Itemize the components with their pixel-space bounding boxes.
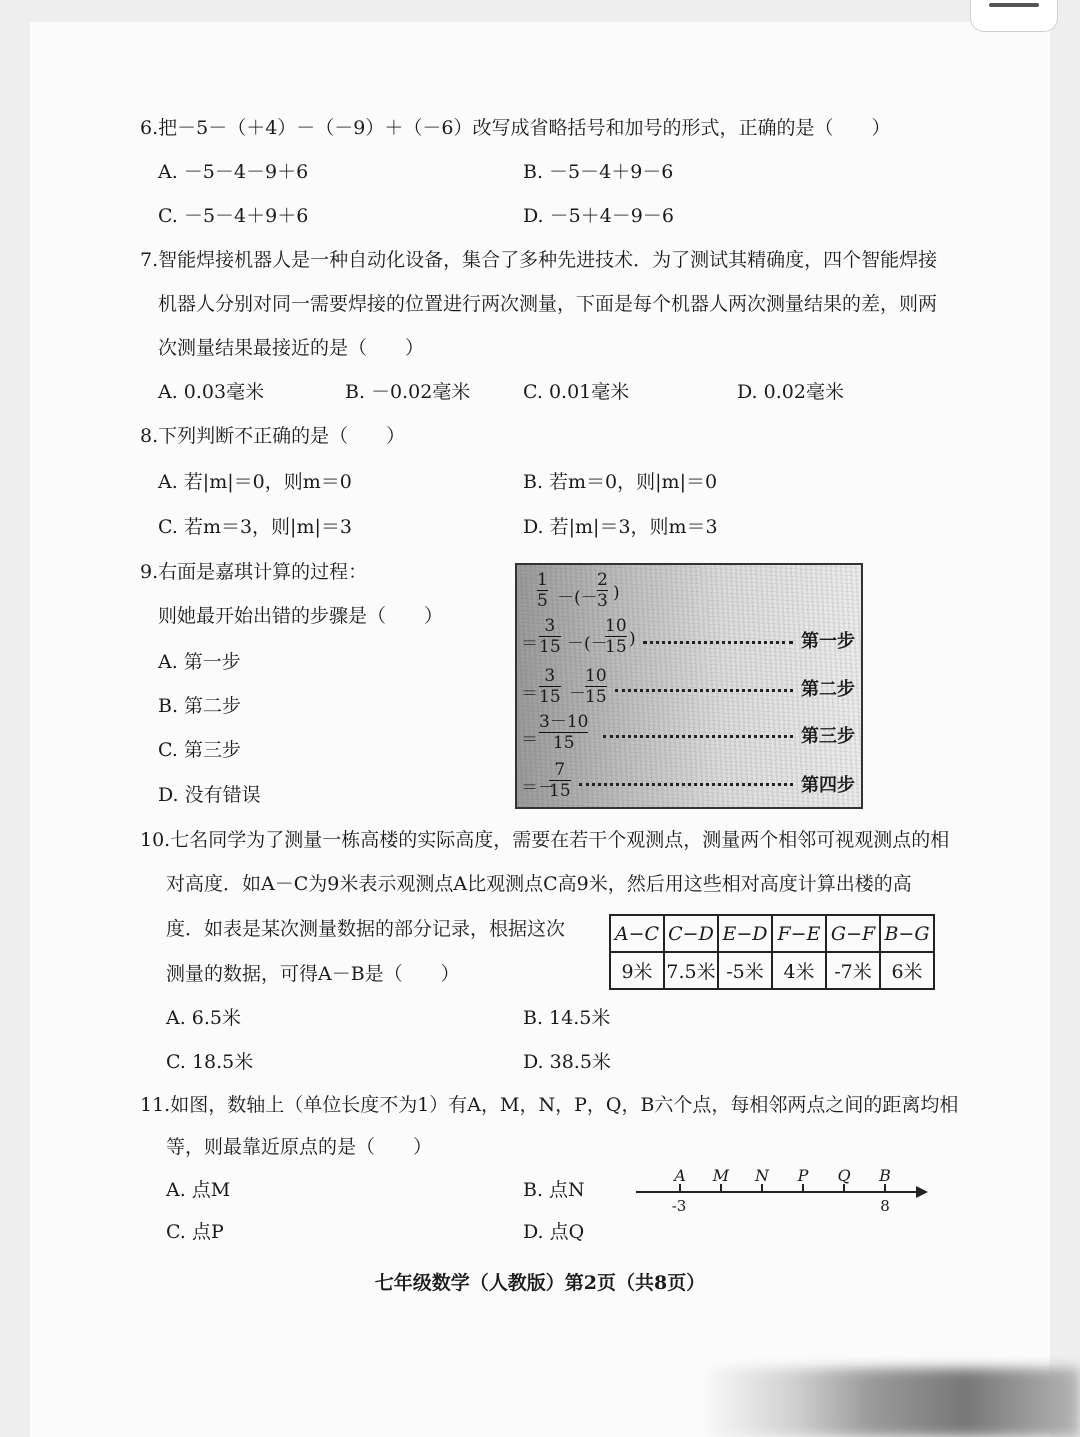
table-row [610,952,934,989]
calc-row0-op: －(－ [557,588,598,608]
q11-option-d: D. 点Q [523,1221,585,1243]
axis-value-left: -3 [671,1197,687,1215]
q11-option-c: C. 点P [166,1221,224,1243]
q11-line-2: 等，则最靠近原点的是（ ） [166,1136,433,1158]
calc-row1-eq: ＝ [521,634,538,654]
q9-option-b: B. 第二步 [158,695,242,717]
handle-bar-icon [989,3,1039,7]
table-header-cell: A−C [610,915,664,952]
axis-point-label: A [674,1166,686,1185]
calc-row1-op: －(－ [567,634,608,654]
number-line-arrow-icon [916,1186,928,1198]
q10-option-a: A. 6.5米 [166,1007,242,1029]
axis-tick [884,1184,886,1192]
axis-point-label: Q [837,1166,851,1185]
q9-option-a: A. 第一步 [158,651,241,673]
q9-option-c: C. 第三步 [158,739,241,761]
q6-option-c: C. －5－4＋9＋6 [158,205,309,227]
calc-denominator: 15 [539,637,561,657]
q10-option-c: C. 18.5米 [166,1051,254,1073]
calc-numerator: 10 [585,666,607,686]
q7-option-d: D. 0.02毫米 [737,381,844,403]
q11-option-a: A. 点M [166,1179,231,1201]
calc-row4-eq: ＝－ [521,778,555,798]
q6-option-a: A. －5－4－9＋6 [158,161,309,183]
q10-line-3: 度．如表是某次测量数据的部分记录，根据这次 [166,918,566,940]
calc-numerator: 2 [597,570,608,590]
calc-numerator: 3 [544,666,556,686]
table-header-cell: B−G [880,915,934,952]
calc-denominator: 15 [549,781,571,801]
q10-line-4: 测量的数据，可得A－B是（ ） [166,963,460,985]
q7-line-1: 7.智能焊接机器人是一种自动化设备，集合了多种先进技术．为了测试其精确度，四个智能焊接 [140,249,938,271]
axis-point-label: M [712,1166,730,1185]
calc-denominator: 15 [605,637,627,657]
calc-denominator: 15 [539,687,561,707]
table-cell: 6米 [880,952,934,989]
table-header-row [610,915,934,952]
drag-handle[interactable] [970,0,1058,32]
q7-option-a: A. 0.03毫米 [158,381,265,403]
calc-numerator: 7 [554,760,566,780]
calc-row1-frac1 [539,617,561,656]
calc-row0-frac1 [537,571,548,610]
calc-leader-dots [615,689,793,692]
table-cell: 7.5米 [664,952,718,989]
q7-line-2: 机器人分别对同一需要焊接的位置进行两次测量，下面是每个机器人两次测量结果的差，则两 [158,293,938,315]
axis-tick [761,1184,763,1192]
calc-row1-close: ) [629,629,636,649]
table-header-cell: F−E [772,915,826,952]
calc-row3-frac [539,713,588,752]
calc-denominator: 5 [537,591,548,611]
calc-denominator: 15 [552,733,575,753]
q8-option-c: C. 若m＝3，则|m|＝3 [158,516,352,538]
table-cell: -5米 [718,952,772,989]
calc-row2-frac1 [539,667,561,706]
calc-row3-eq: ＝ [521,730,538,750]
blurred-overlay [700,1368,1080,1437]
axis-point-label: P [797,1166,809,1185]
calc-denominator: 15 [585,687,607,707]
q7-line-3: 次测量结果最接近的是（ ） [158,337,425,359]
calc-row1-frac2 [605,617,627,656]
table-cell: 4米 [772,952,826,989]
q6-option-b: B. －5－4＋9－6 [523,161,674,183]
table-header-cell: E−D [718,915,772,952]
q6-option-d: D. －5＋4－9－6 [523,205,674,227]
q10-option-d: D. 38.5米 [523,1051,611,1073]
calc-numerator: 1 [537,570,548,590]
axis-value-right: 8 [880,1197,890,1215]
q9-line-2: 则她最开始出错的步骤是（ ） [158,605,444,627]
calc-leader-dots [579,783,793,786]
axis-tick [679,1184,681,1192]
calc-row4-frac [549,761,571,800]
q10-line-1: 10.七名同学为了测量一栋高楼的实际高度，需要在若干个观测点，测量两个相邻可视观测点的相 [140,829,950,851]
q10-line-2: 对高度．如A－C为9米表示观测点A比观测点C高9米，然后用这些相对高度计算出楼的高 [166,873,912,895]
calc-leader-dots [643,641,793,644]
step-label-4: 第四步 [801,775,855,796]
table-cell: 9米 [610,952,664,989]
calc-row2-eq: ＝ [521,684,538,704]
q8-option-d: D. 若|m|＝3，则m＝3 [523,516,718,538]
step-label-1: 第一步 [801,631,855,652]
q10-option-b: B. 14.5米 [523,1007,611,1029]
calc-row0-close: ) [613,583,620,603]
step-label-3: 第三步 [801,726,855,747]
calc-denominator: 3 [597,591,608,611]
calc-row2-op: － [569,684,586,704]
calc-numerator: 3 [544,616,556,636]
calc-row2-frac2 [585,667,607,706]
q11-line-1: 11.如图，数轴上（单位长度不为1）有A，M，N，P，Q，B六个点，每相邻两点之间的距离均相 [140,1094,959,1116]
calculation-photo [515,563,863,809]
q8-stem: 8.下列判断不正确的是（ ） [140,425,406,447]
table-header-cell: C−D [664,915,718,952]
q8-option-b: B. 若m＝0，则|m|＝0 [523,471,718,493]
calc-numerator: 3－10 [539,712,589,732]
axis-tick [720,1184,722,1192]
axis-tick [843,1184,845,1192]
calc-row0-frac2 [597,571,608,610]
table-header-cell: G−F [826,915,880,952]
measurement-table [609,914,935,990]
axis-point-label: N [755,1166,769,1185]
axis-point-label: B [879,1166,891,1185]
q7-option-b: B. －0.02毫米 [345,381,471,403]
q8-option-a: A. 若|m|＝0，则m＝0 [158,471,352,493]
table-cell: -7米 [826,952,880,989]
calc-leader-dots [603,735,793,738]
q6-stem: 6.把－5－（＋4）－（－9）＋（－6）改写成省略括号和加号的形式，正确的是（ ） [140,117,891,139]
calc-numerator: 10 [605,616,627,636]
q11-option-b: B. 点N [523,1179,585,1201]
q9-option-d: D. 没有错误 [158,784,261,806]
q7-option-c: C. 0.01毫米 [523,381,630,403]
axis-tick [802,1184,804,1192]
q9-line-1: 9.右面是嘉琪计算的过程： [140,561,368,583]
page-footer: 七年级数学（人教版）第2页（共8页） [374,1272,706,1294]
step-label-2: 第二步 [801,679,855,700]
